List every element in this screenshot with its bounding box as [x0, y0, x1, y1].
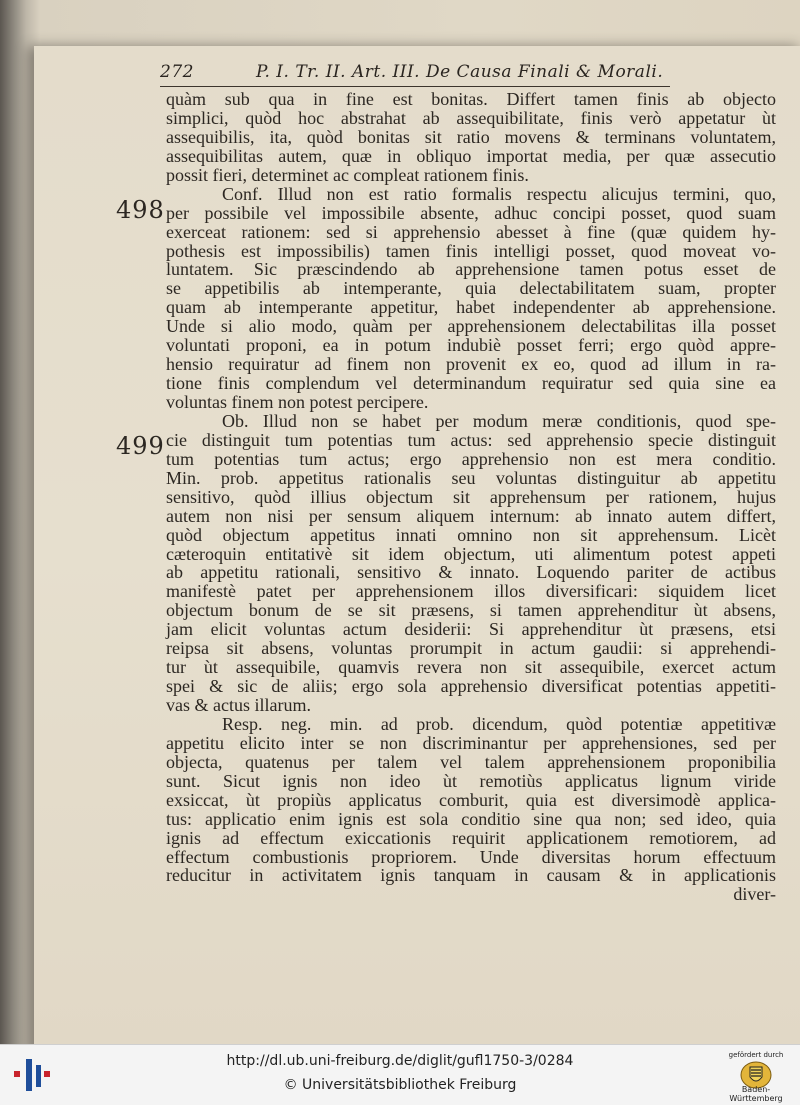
sponsor-label: gefördert durch — [728, 1051, 784, 1059]
text-line: pothesis est impossibilis) tamen finis intelligi posset, quod moveat vo- — [166, 240, 776, 261]
text-line: assequibilis, ita, quòd bonitas sit ratio movens & terminans voluntatem, — [166, 126, 776, 147]
text-line: hensio requiratur ad finem non provenit ex eo, quod ad illum in ra- — [166, 354, 776, 375]
text-line: diver- — [733, 884, 776, 905]
margin-number-498: 498 — [116, 196, 165, 224]
text-line: voluntas finem non potest percipere. — [166, 392, 429, 412]
text-line: vas & actus illarum. — [166, 695, 311, 715]
copyright-notice: © Universitätsbibliothek Freiburg — [283, 1077, 517, 1093]
text-line: tione finis complendum vel determinandum requiratur sed quia sine ea — [166, 373, 776, 394]
text-line: quàm sub qua in fine est bonitas. Differt tamen finis ab objecto — [166, 89, 776, 109]
text-line: autem non nisi per sensum aliquem internum: ab innato autem differt, — [166, 505, 776, 526]
text-line: objecta, quatenus per talem vel talem apprehensionem proponibilia — [166, 751, 776, 772]
text-line: manifestè patet per apprehensionem illos diversificari: siquidem licet — [166, 581, 776, 602]
text-line: Unde si alio modo, quàm per apprehensionem delectabilitas illa posset — [166, 316, 776, 337]
text-line: tum potentias tum actus; ergo apprehensio non est mera conditio. — [166, 448, 776, 469]
text-line: tus: applicatio enim ignis est sola conditio sine qua non; sed ideo, quia — [166, 808, 776, 829]
running-title: P. I. Tr. II. Art. III. De Causa Finali & Morali. — [256, 62, 664, 82]
text-line: cæteroquin entitativè sit idem objectum, uti alimentum potest appeti — [166, 543, 776, 564]
text-line: se appetibilis ab intemperante, quia delectabilitatem suam, propter — [166, 278, 776, 299]
text-line: appetitu elicito inter se non discriminantur per apprehensiones, sed per — [166, 732, 776, 753]
text-line: ignis ad effectum exiccationis requirit applicationem remotiorem, ad — [166, 827, 776, 848]
text-line: exerceat rationem: sed si apprehensio abesset à fine (quæ quidem hy- — [166, 221, 776, 242]
text-line: Min. prob. appetitus rationalis seu voluntas distinguitur ab appetitu — [166, 467, 776, 488]
permalink-url[interactable]: http://dl.ub.uni-freiburg.de/diglit/gufl1750-3/0284 — [226, 1053, 574, 1069]
sponsor-state: Baden-Württemberg — [729, 1085, 783, 1103]
body-text — [166, 90, 776, 904]
text-line: exsiccat, ùt propiùs applicatus comburit, quia est diversimodè applica- — [166, 789, 776, 810]
text-line: quam ab intemperante appetitur, habet independenter ab apprehensione. — [166, 297, 776, 318]
sponsor-block — [716, 1049, 796, 1103]
text-line: simplici, quòd hoc abstrahat ab assequibilitate, finis verò appetatur ùt — [166, 107, 776, 128]
page-number: 272 — [160, 62, 194, 82]
text-line: reducitur in activitatem ignis tanquam in causam & in applicationis — [166, 865, 776, 886]
text-line: objectum bonum de se sit præsens, si tamen apprehenditur ùt absens, — [166, 600, 776, 621]
text-line: effectum combustionis propriorem. Unde diversitas horum effectuum — [166, 846, 776, 867]
text-line: ab appetitu rationali, sensitivo & innato. Loquendo pariter de actibus — [166, 562, 776, 583]
text-line: sunt. Sicut ignis non ideo ùt remotiùs applicatus lignum viride — [166, 770, 776, 791]
text-line: jam elicit voluntas actum desiderii: Si apprehenditur ùt præsens, etsi — [166, 619, 776, 640]
text-line: possit fieri, determinet ac compleat rationem finis. — [166, 164, 529, 185]
text-line: luntatem. Sic præscindendo ab apprehensione tamen potus esset de — [166, 259, 776, 280]
viewer-footer — [0, 1044, 800, 1105]
text-line: tur ùt assequibile, quamvis revera non sit assequibile, exercet actum — [166, 657, 776, 678]
text-line: voluntati proponi, ea in potum indubiè posset ferri; ergo quòd appre- — [166, 335, 776, 356]
text-line: Conf. Illud non est ratio formalis respectu alicujus termini, quo, — [222, 183, 776, 204]
text-line: spei & sic de aliis; ergo sola apprehensio diversificat potentias appetiti- — [166, 676, 776, 697]
header-rule — [160, 86, 670, 87]
text-line: quòd objectum appetitus innati omnino non sit apprehensum. Licèt — [166, 524, 776, 545]
text-line: cie distinguit tum potentias tum actus: sed apprehensio specie distinguit — [166, 429, 776, 450]
margin-number-499: 499 — [116, 432, 165, 460]
text-line: reipsa sit absens, voluntas prorumpit in actum gaudii: si apprehendi- — [166, 638, 776, 659]
text-line: Ob. Illud non se habet per modum meræ conditionis, quod spe- — [222, 410, 776, 431]
text-line: Resp. neg. min. ad prob. dicendum, quòd potentiæ appetitivæ — [222, 713, 776, 734]
text-line: sensitivo, quòd illius objectum sit apprehensum per rationem, hujus — [166, 486, 776, 507]
text-line: assequibilitas autem, quæ in obliquo importat media, per quæ assecutio — [166, 145, 776, 166]
text-line: per possibile vel impossibile absente, adhuc concipi posset, quod suam — [166, 202, 776, 223]
